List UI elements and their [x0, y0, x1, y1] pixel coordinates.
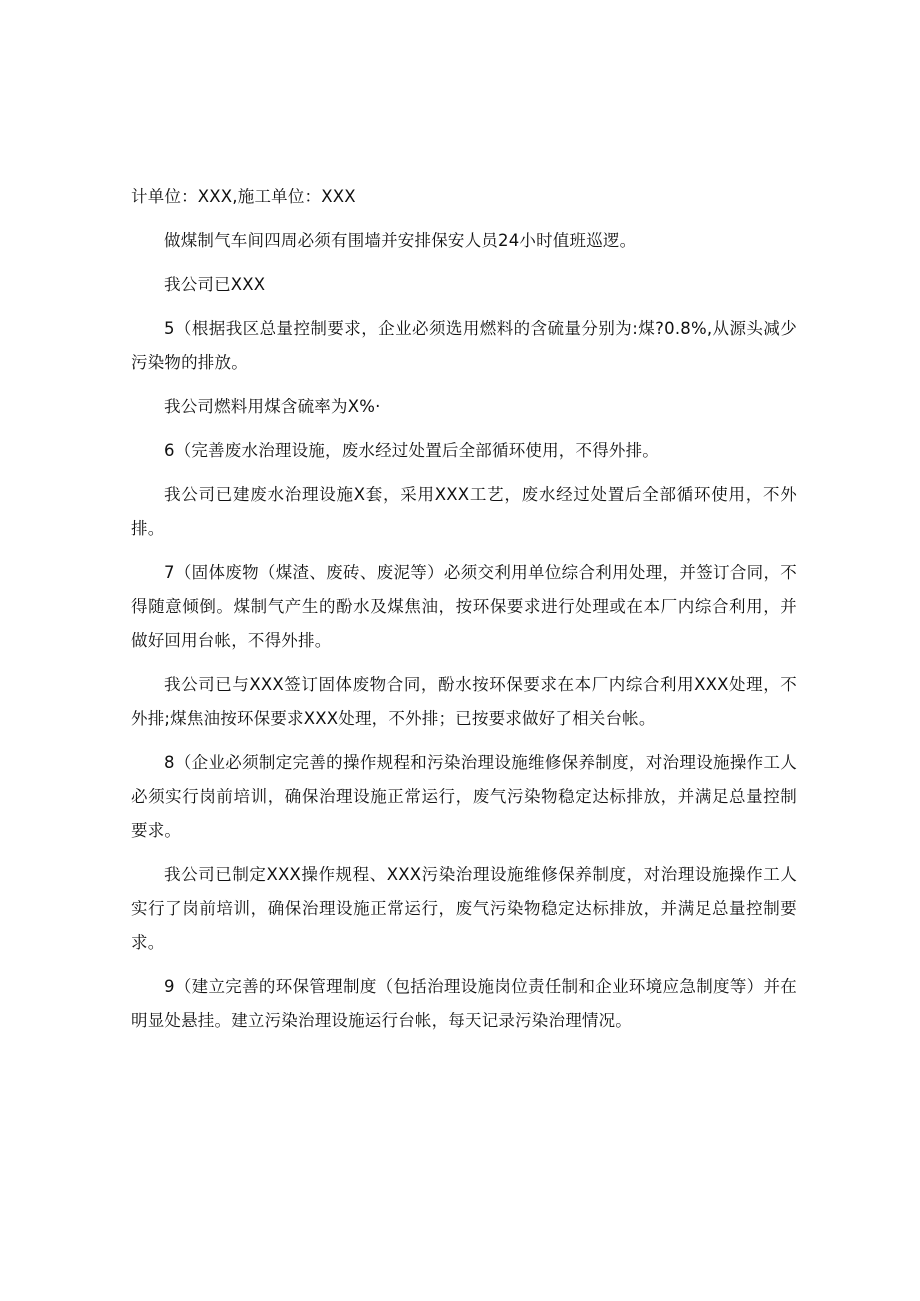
document-body — [131, 180, 797, 1048]
paragraph-security: 做煤制气车间四周必须有围墙并安排保安人员24小时值班巡逻。 — [164, 231, 637, 250]
paragraph-wastewater-response: 我公司已建废水治理设施X套，采用XXX工艺，废水经过处置后全部循环使用，不外排。 — [131, 485, 797, 538]
paragraph-item-7: 7（固体废物（煤渣、废砖、废泥等）必须交利用单位综合利用处理，并签订合同，不得随意倾倒。煤制气产生的酚水及煤焦油，按环保要求进行处理或在本厂内综合利用，并做好回用台帐，不得外排。 — [131, 563, 797, 650]
paragraph-solid-waste-response: 我公司已与XXX签订固体废物合同，酚水按环保要求在本厂内综合利用XXX处理，不外排;煤焦油按环保要求XXX处理，不外排；已按要求做好了相关台帐。 — [131, 675, 797, 728]
paragraph-operations-response: 我公司已制定XXX操作规程、XXX污染治理设施维修保养制度，对治理设施操作工人实行了岗前培训，确保治理设施正常运行，废气污染物稳定达标排放，并满足总量控制要求。 — [131, 865, 797, 952]
paragraph-item-6: 6（完善废水治理设施，废水经过处置后全部循环使用，不得外排。 — [164, 441, 659, 460]
paragraph-company-response: 我公司已XXX — [164, 275, 266, 294]
paragraph-unit-info: 计单位：XXX,施工单位：XXX — [131, 187, 356, 206]
paragraph-item-8: 8（企业必须制定完善的操作规程和污染治理设施维修保养制度，对治理设施操作工人必须实行岗前培训，确保治理设施正常运行，废气污染物稳定达标排放，并满足总量控制要求。 — [131, 753, 797, 840]
paragraph-sulfur-rate: 我公司燃料用煤含硫率为X%· — [164, 397, 381, 416]
paragraph-item-5: 5（根据我区总量控制要求，企业必须选用燃料的含硫量分别为:煤?0.8%,从源头减少污染物的排放。 — [131, 319, 797, 372]
paragraph-item-9: 9（建立完善的环保管理制度（包括治理设施岗位责任制和企业环境应急制度等）并在明显处悬挂。建立污染治理设施运行台帐，每天记录污染治理情况。 — [131, 977, 797, 1030]
